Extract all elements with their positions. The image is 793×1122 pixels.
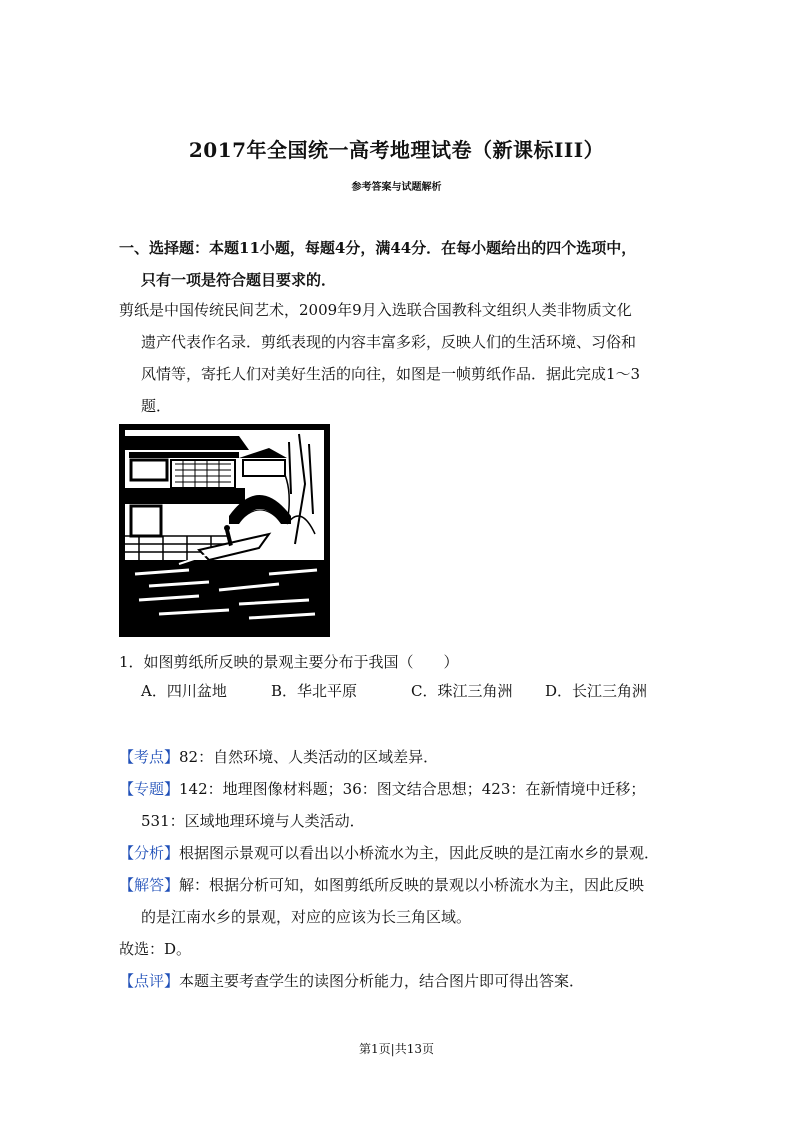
intro-line-4: 题． — [141, 397, 172, 415]
dianping-text: 本题主要考查学生的读图分析能力，结合图片即可得出答案． — [179, 972, 585, 990]
dianping-tag: 【点评】 — [119, 972, 180, 990]
jieda-text-1: 解：根据分析可知，如图剪纸所反映的景观以小桥流水为主，因此反映 — [179, 876, 645, 894]
kaodian-tag: 【考点】 — [119, 748, 180, 766]
fenxi-row — [119, 837, 679, 869]
answer-text: 故选：D。 — [119, 940, 192, 958]
jieda-tag: 【解答】 — [119, 876, 180, 894]
option-c: C．珠江三角洲 — [411, 682, 513, 700]
option-b: B．华北平原 — [271, 682, 358, 700]
option-a: A．四川盆地 — [141, 682, 227, 700]
intro-line-1: 剪纸是中国传统民间艺术，2009年9月入选联合国教科文组织人类非物质文化 — [119, 301, 632, 319]
dianping-row — [119, 965, 679, 997]
section-heading-line-1: 一、选择题：本题11小题，每题4分，满44分．在每小题给出的四个选项中， — [119, 239, 637, 257]
page-footer: 第1页|共13页 — [359, 1042, 434, 1056]
zhuanti-row — [119, 773, 679, 805]
paper-cut-image — [119, 424, 330, 637]
zhuanti-text-1: 142：地理图像材料题；36：图文结合思想；423：在新情境中迁移； — [179, 780, 646, 798]
zhuanti-text-2: 531：区域地理环境与人类活动． — [141, 812, 365, 830]
option-d: D．长江三角洲 — [545, 682, 648, 700]
question-stem: 1．如图剪纸所反映的景观主要分布于我国（ ） — [119, 653, 459, 671]
intro-line-2: 遗产代表作名录．剪纸表现的内容丰富多彩，反映人们的生活环境、习俗和 — [141, 333, 637, 351]
fenxi-text: 根据图示景观可以看出以小桥流水为主，因此反映的是江南水乡的景观． — [179, 844, 660, 862]
page-subtitle: 参考答案与试题解析 — [351, 182, 442, 193]
section-heading-line-2: 只有一项是符合题目要求的． — [141, 271, 337, 289]
jieda-row — [119, 869, 679, 901]
section-heading — [119, 232, 679, 296]
jieda-text-2: 的是江南水乡的景观，对应的应该为长三角区域。 — [141, 908, 472, 926]
kaodian-row — [119, 741, 679, 773]
kaodian-text: 82：自然环境、人类活动的区域差异． — [179, 748, 439, 766]
page-title: 2017年全国统一高考地理试卷（新课标III） — [188, 138, 605, 162]
intro-paragraph — [119, 294, 679, 422]
intro-line-3: 风情等，寄托人们对美好生活的向往，如图是一帧剪纸作品．据此完成1～3 — [141, 365, 641, 383]
zhuanti-tag: 【专题】 — [119, 780, 180, 798]
analysis-section — [119, 741, 679, 997]
fenxi-tag: 【分析】 — [119, 844, 180, 862]
